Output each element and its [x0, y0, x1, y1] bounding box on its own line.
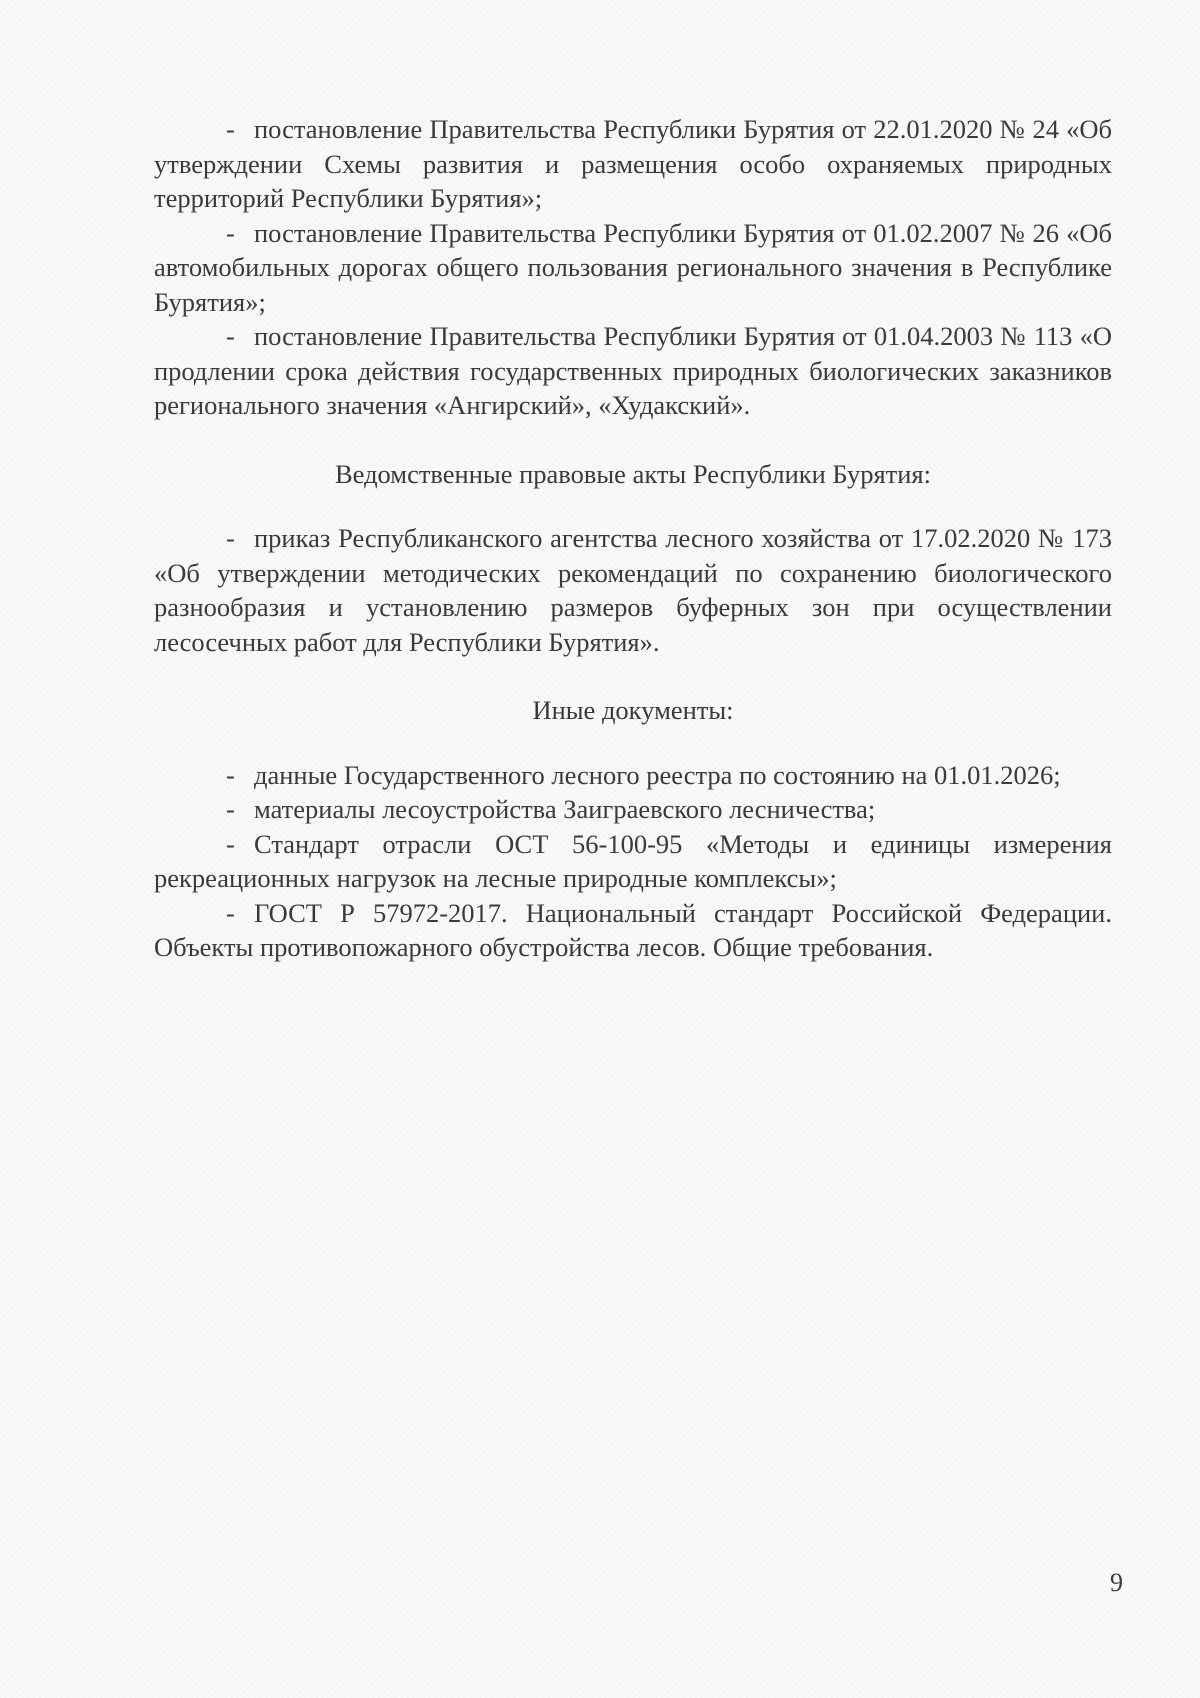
list-item-text: Стандарт отрасли ОСТ 56-100-95 «Методы и единицы измерения рекреационных нагрузок на лесные природные комплексы»;	[154, 828, 1112, 893]
list-item	[154, 896, 1112, 965]
list-dash: -	[226, 759, 235, 790]
list-dash: -	[226, 217, 235, 248]
list-dash: -	[226, 523, 235, 553]
list-item	[154, 827, 1112, 896]
section-heading-other: Иные документы:	[532, 695, 734, 725]
list-item-text: приказ Республиканского агентства лесного хозяйства от 17.02.2020 № 173 «Об утверждении методических рекомендаций по сохранению биологического разнообразия и установлению размеров буферных зон при осуществлении лесосечных работ для Республики Бурятия».	[154, 523, 1112, 657]
list-item	[154, 521, 1112, 659]
list-dash: -	[226, 321, 235, 351]
page-number: 9	[1110, 1568, 1123, 1597]
section-heading-departmental: Ведомственные правовые акты Республики Бурятия:	[334, 458, 931, 489]
list-item-text: постановление Правительства Республики Бурятия от 01.04.2003 № 113 «О продлении срока действия государственных природных биологических заказников регионального значения «Ангирский», «Худакский».	[154, 321, 1112, 420]
list-item-text: материалы лесоустройства Заиграевского лесничества;	[254, 794, 876, 824]
list-item-text: постановление Правительства Республики Бурятия от 22.01.2020 № 24 «Об утверждении Схемы развития и размещения особо охраняемых природных территорий Республики Бурятия»;	[154, 114, 1112, 213]
list-dash: -	[226, 114, 235, 144]
list-item	[154, 758, 1112, 793]
list-item	[154, 319, 1112, 423]
list-item-text: постановление Правительства Республики Бурятия от 01.02.2007 № 26 «Об автомобильных дорогах общего пользования регионального значения в Республике Бурятия»;	[154, 217, 1112, 317]
list-dash: -	[226, 828, 235, 859]
list-item-text: ГОСТ Р 57972-2017. Национальный стандарт Российской Федерации. Объекты противопожарного обустройства лесов. Общие требования.	[154, 897, 1112, 962]
list-dash: -	[226, 794, 235, 824]
list-item-text: данные Государственного лесного реестра по состоянию на 01.01.2026;	[254, 759, 1061, 790]
list-item	[154, 216, 1112, 320]
list-item	[154, 792, 1112, 827]
document-body	[154, 112, 1112, 965]
list-item	[154, 112, 1112, 216]
list-dash: -	[226, 897, 235, 928]
